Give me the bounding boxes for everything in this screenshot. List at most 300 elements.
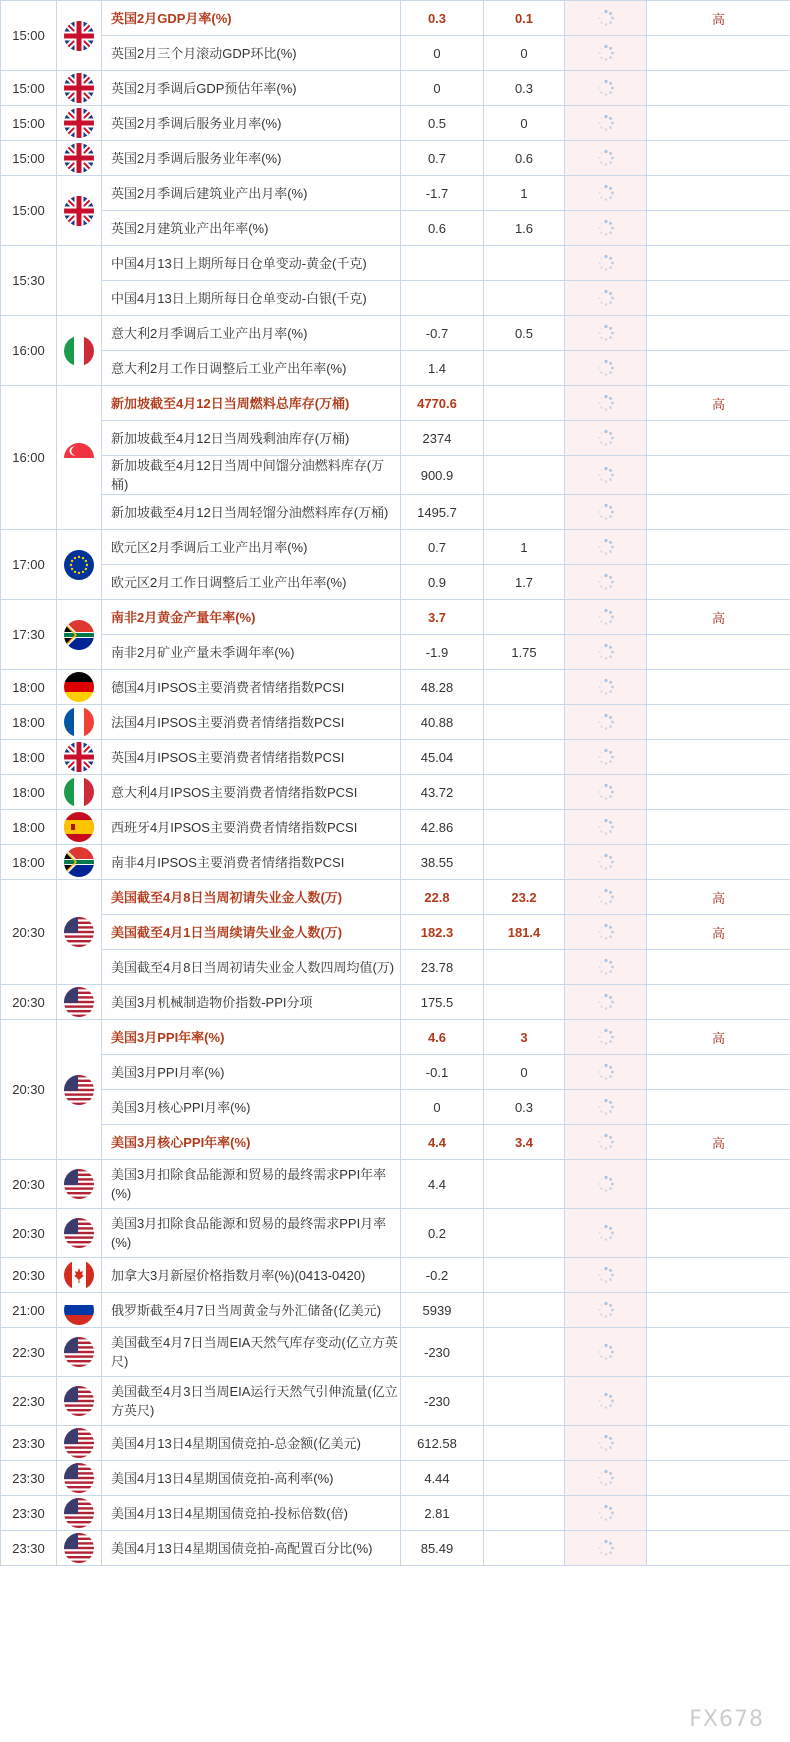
event-row[interactable] [1, 740, 790, 775]
previous-value: 0.6 [401, 211, 484, 246]
loading-spinner-icon [597, 1063, 615, 1081]
event-name[interactable]: 美国4月13日4星期国债竞拍-投标倍数(倍) [102, 1496, 401, 1531]
previous-value: 22.8 [401, 880, 484, 915]
event-name[interactable]: 美国截至4月8日当周初请失业金人数(万) [102, 880, 401, 915]
loading-spinner-icon [597, 1469, 615, 1487]
importance-level [647, 845, 790, 880]
importance-level [647, 456, 790, 495]
actual-value-pending [565, 635, 647, 670]
forecast-value [484, 281, 565, 316]
south-africa-flag-icon [64, 620, 94, 650]
loading-spinner-icon [597, 1028, 615, 1046]
importance-level [647, 1377, 790, 1426]
loading-spinner-icon [597, 503, 615, 521]
event-name[interactable]: 德国4月IPSOS主要消费者情绪指数PCSI [102, 670, 401, 705]
russia-flag-icon [64, 1295, 94, 1325]
previous-value: 23.78 [401, 950, 484, 985]
importance-level [647, 1293, 790, 1328]
country-flag-cell [57, 246, 102, 316]
importance-level: 高 [647, 1020, 790, 1055]
actual-value-pending [565, 1461, 647, 1496]
event-row[interactable] [1, 530, 790, 565]
event-name[interactable]: 新加坡截至4月12日当周轻馏分油燃料库存(万桶) [102, 495, 401, 530]
usa-flag-icon [64, 1169, 94, 1199]
loading-spinner-icon [597, 818, 615, 836]
previous-value: 4.4 [401, 1160, 484, 1209]
actual-value-pending [565, 1426, 647, 1461]
event-time: 20:30 [1, 1160, 57, 1209]
event-row[interactable] [1, 316, 790, 351]
usa-flag-icon [64, 1498, 94, 1528]
event-row[interactable] [1, 1293, 790, 1328]
event-time: 20:30 [1, 1258, 57, 1293]
event-time: 16:00 [1, 316, 57, 386]
country-flag-cell [57, 1020, 102, 1160]
event-row[interactable] [1, 775, 790, 810]
loading-spinner-icon [597, 9, 615, 27]
forecast-value [484, 1531, 565, 1566]
loading-spinner-icon [597, 114, 615, 132]
forecast-value [484, 386, 565, 421]
previous-value: 3.7 [401, 600, 484, 635]
country-flag-cell [57, 1461, 102, 1496]
actual-value-pending [565, 495, 647, 530]
forecast-value [484, 705, 565, 740]
event-name[interactable]: 英国2月季调后建筑业产出月率(%) [102, 176, 401, 211]
event-name[interactable]: 美国3月机械制造物价指数-PPI分项 [102, 985, 401, 1020]
event-row[interactable] [1, 1160, 790, 1209]
previous-value: 48.28 [401, 670, 484, 705]
event-time: 18:00 [1, 775, 57, 810]
actual-value-pending [565, 1090, 647, 1125]
forecast-value: 1 [484, 530, 565, 565]
loading-spinner-icon [597, 1343, 615, 1361]
event-row[interactable] [1, 36, 790, 71]
previous-value: -230 [401, 1328, 484, 1377]
country-flag-cell [57, 141, 102, 176]
importance-level [647, 281, 790, 316]
event-name[interactable]: 英国2月季调后服务业月率(%) [102, 106, 401, 141]
previous-value: -1.9 [401, 635, 484, 670]
loading-spinner-icon [597, 429, 615, 447]
forecast-value [484, 600, 565, 635]
loading-spinner-icon [597, 923, 615, 941]
uk-flag-icon [64, 143, 94, 173]
previous-value [401, 281, 484, 316]
previous-value: -0.7 [401, 316, 484, 351]
previous-value: -0.2 [401, 1258, 484, 1293]
event-row[interactable] [1, 141, 790, 176]
loading-spinner-icon [597, 324, 615, 342]
forecast-value: 0.3 [484, 1090, 565, 1125]
loading-spinner-icon [597, 1266, 615, 1284]
loading-spinner-icon [597, 713, 615, 731]
event-row[interactable] [1, 810, 790, 845]
importance-level [647, 211, 790, 246]
event-name[interactable]: 新加坡截至4月12日当周残剩油库存(万桶) [102, 421, 401, 456]
event-name[interactable]: 美国截至4月8日当周初请失业金人数四周均值(万) [102, 950, 401, 985]
usa-flag-icon [64, 1386, 94, 1416]
event-row[interactable] [1, 176, 790, 211]
event-time: 18:00 [1, 740, 57, 775]
loading-spinner-icon [597, 888, 615, 906]
importance-level [647, 316, 790, 351]
event-row[interactable] [1, 670, 790, 705]
loading-spinner-icon [597, 79, 615, 97]
importance-level [647, 141, 790, 176]
importance-level [647, 351, 790, 386]
loading-spinner-icon [597, 538, 615, 556]
importance-level [647, 36, 790, 71]
event-row[interactable] [1, 565, 790, 600]
event-row[interactable] [1, 950, 790, 985]
usa-flag-icon [64, 1533, 94, 1563]
event-row[interactable] [1, 705, 790, 740]
event-time: 23:30 [1, 1531, 57, 1566]
previous-value: 0.3 [401, 1, 484, 36]
loading-spinner-icon [597, 394, 615, 412]
forecast-value [484, 1461, 565, 1496]
eu-flag-icon [64, 550, 94, 580]
event-name[interactable]: 美国3月扣除食品能源和贸易的最终需求PPI月率(%) [102, 1209, 401, 1258]
event-name[interactable]: 英国2月建筑业产出年率(%) [102, 211, 401, 246]
loading-spinner-icon [597, 1539, 615, 1557]
event-name[interactable]: 美国3月PPI月率(%) [102, 1055, 401, 1090]
actual-value-pending [565, 1531, 647, 1566]
forecast-value: 0 [484, 106, 565, 141]
loading-spinner-icon [597, 149, 615, 167]
forecast-value [484, 950, 565, 985]
actual-value-pending [565, 775, 647, 810]
event-name[interactable]: 美国3月核心PPI年率(%) [102, 1125, 401, 1160]
actual-value-pending [565, 810, 647, 845]
usa-flag-icon [64, 1463, 94, 1493]
loading-spinner-icon [597, 1392, 615, 1410]
event-row[interactable] [1, 1496, 790, 1531]
event-name[interactable]: 中国4月13日上期所每日仓单变动-黄金(千克) [102, 246, 401, 281]
loading-spinner-icon [597, 993, 615, 1011]
previous-value: -0.1 [401, 1055, 484, 1090]
importance-level [647, 1055, 790, 1090]
forecast-value: 1.6 [484, 211, 565, 246]
importance-level [647, 740, 790, 775]
event-row[interactable] [1, 1090, 790, 1125]
importance-level [647, 565, 790, 600]
loading-spinner-icon [597, 359, 615, 377]
previous-value: -1.7 [401, 176, 484, 211]
importance-level: 高 [647, 1, 790, 36]
previous-value: -230 [401, 1377, 484, 1426]
event-name[interactable]: 意大利2月季调后工业产出月率(%) [102, 316, 401, 351]
forecast-value [484, 495, 565, 530]
country-flag-cell [57, 1328, 102, 1377]
event-row[interactable] [1, 1020, 790, 1055]
previous-value: 85.49 [401, 1531, 484, 1566]
actual-value-pending [565, 1209, 647, 1258]
event-name[interactable]: 美国4月13日4星期国债竞拍-高配置百分比(%) [102, 1531, 401, 1566]
importance-level: 高 [647, 386, 790, 421]
event-name[interactable]: 美国3月扣除食品能源和贸易的最终需求PPI年率(%) [102, 1160, 401, 1209]
watermark: FX678 [689, 1707, 764, 1732]
usa-flag-icon [64, 1075, 94, 1105]
event-name[interactable]: 欧元区2月季调后工业产出月率(%) [102, 530, 401, 565]
country-flag-cell [57, 1, 102, 71]
event-name[interactable]: 美国截至4月3日当周EIA运行天然气引伸流量(亿立方英尺) [102, 1377, 401, 1426]
actual-value-pending [565, 176, 647, 211]
loading-spinner-icon [597, 643, 615, 661]
uk-flag-icon [64, 196, 94, 226]
previous-value: 4.4 [401, 1125, 484, 1160]
importance-level [647, 670, 790, 705]
country-flag-cell [57, 1496, 102, 1531]
event-row[interactable] [1, 1426, 790, 1461]
event-name[interactable]: 美国截至4月7日当周EIA天然气库存变动(亿立方英尺) [102, 1328, 401, 1377]
loading-spinner-icon [597, 44, 615, 62]
importance-level [647, 421, 790, 456]
uk-flag-icon [64, 21, 94, 51]
loading-spinner-icon [597, 608, 615, 626]
loading-spinner-icon [597, 254, 615, 272]
forecast-value: 181.4 [484, 915, 565, 950]
event-name[interactable]: 意大利4月IPSOS主要消费者情绪指数PCSI [102, 775, 401, 810]
event-row[interactable] [1, 495, 790, 530]
event-row[interactable] [1, 985, 790, 1020]
importance-level [647, 71, 790, 106]
previous-value: 0 [401, 36, 484, 71]
forecast-value [484, 810, 565, 845]
importance-level [647, 985, 790, 1020]
importance-level: 高 [647, 1125, 790, 1160]
importance-level [647, 495, 790, 530]
event-row[interactable] [1, 1461, 790, 1496]
event-name[interactable]: 美国3月PPI年率(%) [102, 1020, 401, 1055]
event-row[interactable] [1, 71, 790, 106]
actual-value-pending [565, 351, 647, 386]
country-flag-cell [57, 775, 102, 810]
importance-level [647, 1160, 790, 1209]
italy-flag-icon [64, 777, 94, 807]
event-time: 20:30 [1, 880, 57, 985]
actual-value-pending [565, 1258, 647, 1293]
event-row[interactable] [1, 106, 790, 141]
usa-flag-icon [64, 1428, 94, 1458]
country-flag-cell [57, 1531, 102, 1566]
singapore-flag-icon [64, 443, 94, 473]
actual-value-pending [565, 600, 647, 635]
event-name[interactable]: 英国4月IPSOS主要消费者情绪指数PCSI [102, 740, 401, 775]
event-name[interactable]: 新加坡截至4月12日当周燃料总库存(万桶) [102, 386, 401, 421]
actual-value-pending [565, 530, 647, 565]
previous-value: 40.88 [401, 705, 484, 740]
event-row[interactable] [1, 1328, 790, 1377]
event-name[interactable]: 俄罗斯截至4月7日当周黄金与外汇储备(亿美元) [102, 1293, 401, 1328]
forecast-value [484, 1426, 565, 1461]
event-name[interactable]: 加拿大3月新屋价格指数月率(%)(0413-0420) [102, 1258, 401, 1293]
loading-spinner-icon [597, 466, 615, 484]
event-name[interactable]: 美国4月13日4星期国债竞拍-总金额(亿美元) [102, 1426, 401, 1461]
event-time: 15:00 [1, 106, 57, 141]
actual-value-pending [565, 386, 647, 421]
actual-value-pending [565, 740, 647, 775]
event-name[interactable]: 英国2月季调后服务业年率(%) [102, 141, 401, 176]
previous-value: 0 [401, 71, 484, 106]
actual-value-pending [565, 1496, 647, 1531]
usa-flag-icon [64, 917, 94, 947]
country-flag-cell [57, 705, 102, 740]
actual-value-pending [565, 1, 647, 36]
importance-level: 高 [647, 915, 790, 950]
loading-spinner-icon [597, 958, 615, 976]
actual-value-pending [565, 845, 647, 880]
actual-value-pending [565, 1293, 647, 1328]
event-name[interactable]: 美国3月核心PPI月率(%) [102, 1090, 401, 1125]
event-name[interactable]: 意大利2月工作日调整后工业产出年率(%) [102, 351, 401, 386]
previous-value: 0 [401, 1090, 484, 1125]
event-row[interactable] [1, 880, 790, 915]
event-row[interactable] [1, 1, 790, 36]
importance-level [647, 1426, 790, 1461]
event-name[interactable]: 美国截至4月1日当周续请失业金人数(万) [102, 915, 401, 950]
actual-value-pending [565, 281, 647, 316]
event-name[interactable]: 欧元区2月工作日调整后工业产出年率(%) [102, 565, 401, 600]
loading-spinner-icon [597, 184, 615, 202]
importance-level [647, 705, 790, 740]
previous-value: 4.44 [401, 1461, 484, 1496]
usa-flag-icon [64, 1218, 94, 1248]
event-row[interactable] [1, 351, 790, 386]
event-time: 15:30 [1, 246, 57, 316]
importance-level [647, 1328, 790, 1377]
country-flag-cell [57, 740, 102, 775]
importance-level [647, 1209, 790, 1258]
loading-spinner-icon [597, 573, 615, 591]
previous-value: 1495.7 [401, 495, 484, 530]
event-row[interactable] [1, 915, 790, 950]
forecast-value: 0 [484, 36, 565, 71]
france-flag-icon [64, 707, 94, 737]
event-name[interactable]: 英国2月三个月滚动GDP环比(%) [102, 36, 401, 71]
previous-value: 45.04 [401, 740, 484, 775]
country-flag-cell [57, 1209, 102, 1258]
forecast-value [484, 985, 565, 1020]
importance-level [647, 810, 790, 845]
event-name[interactable]: 南非4月IPSOS主要消费者情绪指数PCSI [102, 845, 401, 880]
importance-level [647, 106, 790, 141]
usa-flag-icon [64, 987, 94, 1017]
actual-value-pending [565, 670, 647, 705]
forecast-value [484, 1293, 565, 1328]
event-name[interactable]: 西班牙4月IPSOS主要消费者情绪指数PCSI [102, 810, 401, 845]
loading-spinner-icon [597, 853, 615, 871]
forecast-value: 0.5 [484, 316, 565, 351]
forecast-value [484, 670, 565, 705]
country-flag-cell [57, 1426, 102, 1461]
calendar-body [1, 1, 790, 1566]
event-row[interactable] [1, 845, 790, 880]
previous-value: 4.6 [401, 1020, 484, 1055]
importance-level [647, 775, 790, 810]
forecast-value [484, 421, 565, 456]
importance-level [647, 176, 790, 211]
event-time: 18:00 [1, 705, 57, 740]
actual-value-pending [565, 456, 647, 495]
forecast-value [484, 775, 565, 810]
event-row[interactable] [1, 1125, 790, 1160]
event-name[interactable]: 法国4月IPSOS主要消费者情绪指数PCSI [102, 705, 401, 740]
actual-value-pending [565, 211, 647, 246]
event-time: 18:00 [1, 810, 57, 845]
event-row[interactable] [1, 386, 790, 421]
previous-value: 182.3 [401, 915, 484, 950]
country-flag-cell [57, 1293, 102, 1328]
event-time: 20:30 [1, 1209, 57, 1258]
forecast-value: 0.6 [484, 141, 565, 176]
event-row[interactable] [1, 1055, 790, 1090]
event-name[interactable]: 英国2月GDP月率(%) [102, 1, 401, 36]
event-time: 15:00 [1, 71, 57, 106]
importance-level: 高 [647, 880, 790, 915]
event-time: 21:00 [1, 1293, 57, 1328]
event-time: 15:00 [1, 141, 57, 176]
event-row[interactable] [1, 246, 790, 281]
event-name[interactable]: 南非2月黄金产量年率(%) [102, 600, 401, 635]
event-time: 22:30 [1, 1377, 57, 1426]
event-row[interactable] [1, 1258, 790, 1293]
event-row[interactable] [1, 456, 790, 495]
event-row[interactable] [1, 211, 790, 246]
actual-value-pending [565, 1055, 647, 1090]
event-row[interactable] [1, 281, 790, 316]
canada-flag-icon [64, 1260, 94, 1290]
event-name[interactable]: 中国4月13日上期所每日仓单变动-白银(千克) [102, 281, 401, 316]
event-row[interactable] [1, 421, 790, 456]
previous-value: 0.5 [401, 106, 484, 141]
previous-value: 43.72 [401, 775, 484, 810]
event-row[interactable] [1, 635, 790, 670]
country-flag-cell [57, 386, 102, 530]
loading-spinner-icon [597, 1434, 615, 1452]
italy-flag-icon [64, 336, 94, 366]
country-flag-cell [57, 316, 102, 386]
importance-level [647, 1090, 790, 1125]
event-row[interactable] [1, 1377, 790, 1426]
country-flag-cell [57, 71, 102, 106]
forecast-value: 3.4 [484, 1125, 565, 1160]
actual-value-pending [565, 246, 647, 281]
forecast-value [484, 1328, 565, 1377]
forecast-value: 1 [484, 176, 565, 211]
actual-value-pending [565, 141, 647, 176]
event-name[interactable]: 英国2月季调后GDP预估年率(%) [102, 71, 401, 106]
previous-value: 42.86 [401, 810, 484, 845]
actual-value-pending [565, 1377, 647, 1426]
event-time: 15:00 [1, 176, 57, 246]
event-row[interactable] [1, 1209, 790, 1258]
country-flag-cell [57, 600, 102, 670]
event-row[interactable] [1, 600, 790, 635]
uk-flag-icon [64, 742, 94, 772]
event-name[interactable]: 美国4月13日4星期国债竞拍-高利率(%) [102, 1461, 401, 1496]
event-row[interactable] [1, 1531, 790, 1566]
forecast-value [484, 456, 565, 495]
event-name[interactable]: 南非2月矿业产量未季调年率(%) [102, 635, 401, 670]
importance-level [647, 1258, 790, 1293]
forecast-value [484, 351, 565, 386]
previous-value: 612.58 [401, 1426, 484, 1461]
previous-value: 2374 [401, 421, 484, 456]
importance-level [647, 1531, 790, 1566]
event-name[interactable]: 新加坡截至4月12日当周中间馏分油燃料库存(万桶) [102, 456, 401, 495]
